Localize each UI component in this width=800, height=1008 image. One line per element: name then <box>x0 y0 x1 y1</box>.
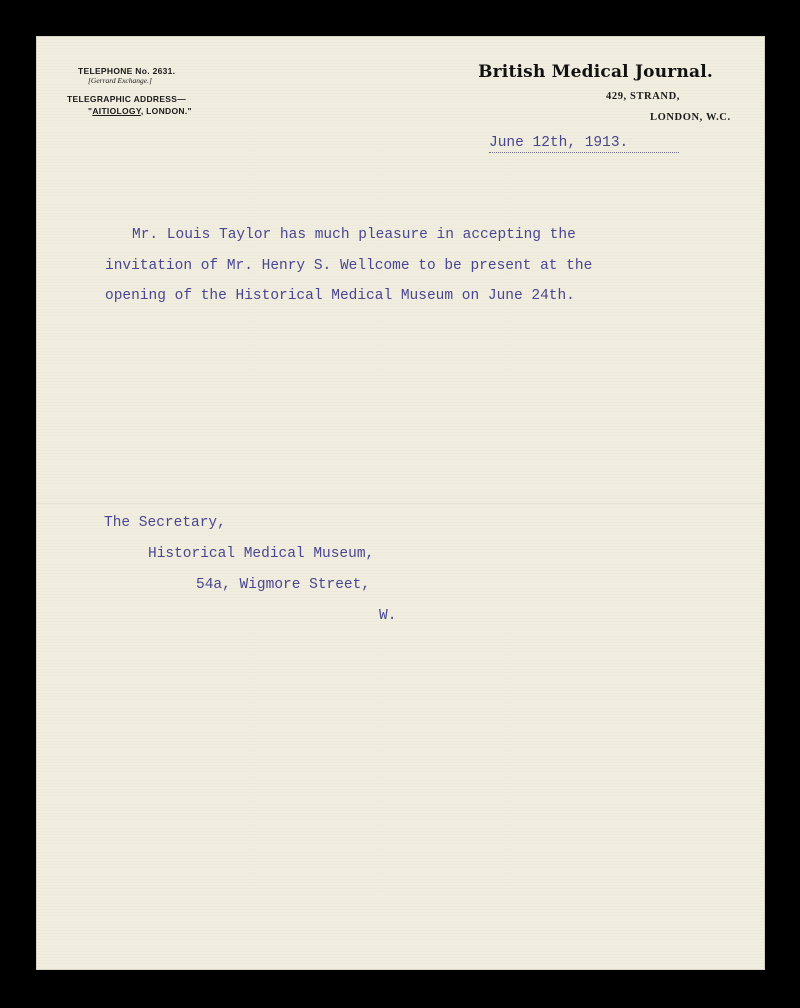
telegraphic-address-value: "AITIOLOGY, LONDON." <box>88 106 192 116</box>
telegraphic-rest: , LONDON. <box>140 106 188 116</box>
address-line-2: LONDON, W.C. <box>650 112 731 123</box>
recipient-line-1: The Secretary, <box>104 515 226 531</box>
address-line-1: 429, STRAND, <box>606 91 680 102</box>
recipient-line-3: 54a, Wigmore Street, <box>196 577 371 593</box>
recipient-line-4: W. <box>379 608 397 624</box>
body-line-3: opening of the Historical Medical Museum on June 24th. <box>105 288 575 304</box>
body-line-1: Mr. Louis Taylor has much pleasure in accepting the <box>132 227 576 243</box>
journal-name: British Medical Journal. <box>478 62 713 82</box>
telephone-number: TELEPHONE No. 2631. <box>78 66 176 76</box>
telegraphic-word: AITIOLOGY <box>92 106 141 116</box>
recipient-line-2: Historical Medical Museum, <box>148 546 375 562</box>
telegraphic-address-label: TELEGRAPHIC ADDRESS— <box>67 94 187 104</box>
telephone-exchange: [Gerrard Exchange.] <box>88 76 152 85</box>
letter-sheet <box>36 36 765 970</box>
body-line-2: invitation of Mr. Henry S. Wellcome to be present at the <box>105 258 593 274</box>
letter-date: June 12th, 1913. <box>489 135 679 153</box>
